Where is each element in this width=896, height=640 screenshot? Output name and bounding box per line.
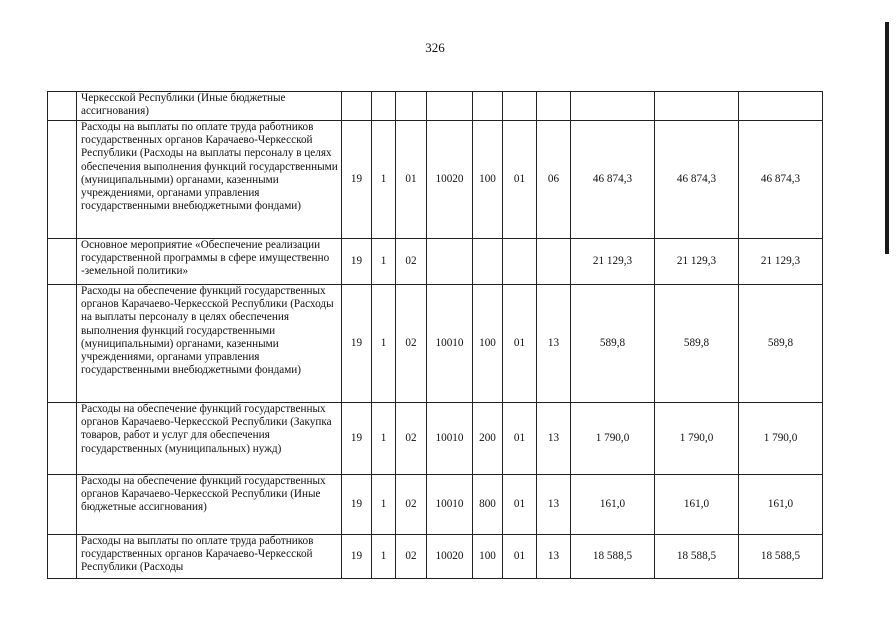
subprogram-code-cell: 1: [372, 239, 396, 285]
direction-code-cell: [427, 92, 473, 121]
amount-cell-3: 161,0: [739, 475, 823, 535]
direction-code-cell: 10010: [427, 285, 473, 403]
subprogram-code-cell: 1: [372, 535, 396, 579]
table-row: [48, 121, 823, 239]
amount-cell-1: 46 874,3: [571, 121, 655, 239]
activity-code-cell: [396, 92, 427, 121]
program-code-cell: 19: [342, 403, 372, 475]
direction-code-cell: 10010: [427, 403, 473, 475]
activity-code-cell: 02: [396, 535, 427, 579]
activity-code-cell: 01: [396, 121, 427, 239]
activity-code-cell: 02: [396, 403, 427, 475]
program-code-cell: 19: [342, 121, 372, 239]
table-row: [48, 285, 823, 403]
amount-cell-3: 46 874,3: [739, 121, 823, 239]
amount-cell-2: 18 588,5: [655, 535, 739, 579]
direction-code-cell: 10010: [427, 475, 473, 535]
direction-code-cell: 10020: [427, 121, 473, 239]
amount-cell-2: 21 129,3: [655, 239, 739, 285]
program-code-cell: 19: [342, 285, 372, 403]
expense-type-cell: 200: [473, 403, 503, 475]
page-number: 326: [425, 40, 445, 55]
section-cell: 01: [503, 475, 537, 535]
amount-cell-3: 1 790,0: [739, 403, 823, 475]
subsection-cell: 13: [537, 403, 571, 475]
direction-code-cell: 10020: [427, 535, 473, 579]
amount-cell-3: [739, 92, 823, 121]
description-cell: Расходы на выплаты по оплате труда работников государственных органов Карачаево-Черкесской Республики (Расходы на выплаты персоналу в целях обеспечения выполнения функций государственными (муниципальными) органами, казенными учреждениями, органами управления государственными внебюджетными фондами): [77, 121, 342, 239]
expense-type-cell: 100: [473, 121, 503, 239]
number-cell: [48, 535, 77, 579]
expense-type-cell: 100: [473, 285, 503, 403]
number-cell: [48, 475, 77, 535]
section-cell: 01: [503, 403, 537, 475]
amount-cell-1: 589,8: [571, 285, 655, 403]
description-cell: Основное мероприятие «Обеспечение реализации государственной программы в сфере имущественно -земельной политики»: [77, 239, 342, 285]
table-row: [48, 475, 823, 535]
subsection-cell: 13: [537, 535, 571, 579]
activity-code-cell: 02: [396, 285, 427, 403]
amount-cell-1: [571, 92, 655, 121]
description-cell: Расходы на обеспечение функций государственных органов Карачаево-Черкесской Республики (Расходы на выплаты персоналу в целях обеспечения выполнения функций государственными (муниципальными) органами, казенными учреждениями, органами управления государственными внебюджетными фондами): [77, 285, 342, 403]
scan-edge-shadow: [885, 22, 889, 254]
table-row: [48, 535, 823, 579]
number-cell: [48, 285, 77, 403]
number-cell: [48, 403, 77, 475]
amount-cell-1: 18 588,5: [571, 535, 655, 579]
section-cell: 01: [503, 285, 537, 403]
amount-cell-3: 18 588,5: [739, 535, 823, 579]
description-cell: Расходы на выплаты по оплате труда работников государственных органов Карачаево-Черкесской Республики (Расходы: [77, 535, 342, 579]
section-cell: [503, 92, 537, 121]
number-cell: [48, 92, 77, 121]
section-cell: [503, 239, 537, 285]
expense-type-cell: [473, 92, 503, 121]
amount-cell-2: 46 874,3: [655, 121, 739, 239]
table-row: [48, 239, 823, 285]
budget-table: [47, 91, 823, 579]
subsection-cell: [537, 92, 571, 121]
program-code-cell: 19: [342, 475, 372, 535]
subprogram-code-cell: 1: [372, 285, 396, 403]
section-cell: 01: [503, 121, 537, 239]
table-row: [48, 92, 823, 121]
expense-type-cell: 800: [473, 475, 503, 535]
amount-cell-2: 1 790,0: [655, 403, 739, 475]
description-cell: Черкесской Республики (Иные бюджетные ассигнования): [77, 92, 342, 121]
amount-cell-3: 589,8: [739, 285, 823, 403]
program-code-cell: [342, 92, 372, 121]
section-cell: 01: [503, 535, 537, 579]
subsection-cell: 13: [537, 285, 571, 403]
subsection-cell: [537, 239, 571, 285]
expense-type-cell: 100: [473, 535, 503, 579]
program-code-cell: 19: [342, 535, 372, 579]
subprogram-code-cell: 1: [372, 403, 396, 475]
amount-cell-1: 21 129,3: [571, 239, 655, 285]
description-cell: Расходы на обеспечение функций государственных органов Карачаево-Черкесской Республики (Иные бюджетные ассигнования): [77, 475, 342, 535]
expense-type-cell: [473, 239, 503, 285]
program-code-cell: 19: [342, 239, 372, 285]
amount-cell-1: 161,0: [571, 475, 655, 535]
number-cell: [48, 121, 77, 239]
amount-cell-3: 21 129,3: [739, 239, 823, 285]
amount-cell-2: 161,0: [655, 475, 739, 535]
subprogram-code-cell: 1: [372, 475, 396, 535]
subprogram-code-cell: 1: [372, 121, 396, 239]
direction-code-cell: [427, 239, 473, 285]
subsection-cell: 13: [537, 475, 571, 535]
description-cell: Расходы на обеспечение функций государственных органов Карачаево-Черкесской Республики (Закупка товаров, работ и услуг для обеспечения государственных (муниципальных) нужд): [77, 403, 342, 475]
amount-cell-1: 1 790,0: [571, 403, 655, 475]
activity-code-cell: 02: [396, 239, 427, 285]
subprogram-code-cell: [372, 92, 396, 121]
table-row: [48, 403, 823, 475]
amount-cell-2: 589,8: [655, 285, 739, 403]
amount-cell-2: [655, 92, 739, 121]
subsection-cell: 06: [537, 121, 571, 239]
number-cell: [48, 239, 77, 285]
activity-code-cell: 02: [396, 475, 427, 535]
